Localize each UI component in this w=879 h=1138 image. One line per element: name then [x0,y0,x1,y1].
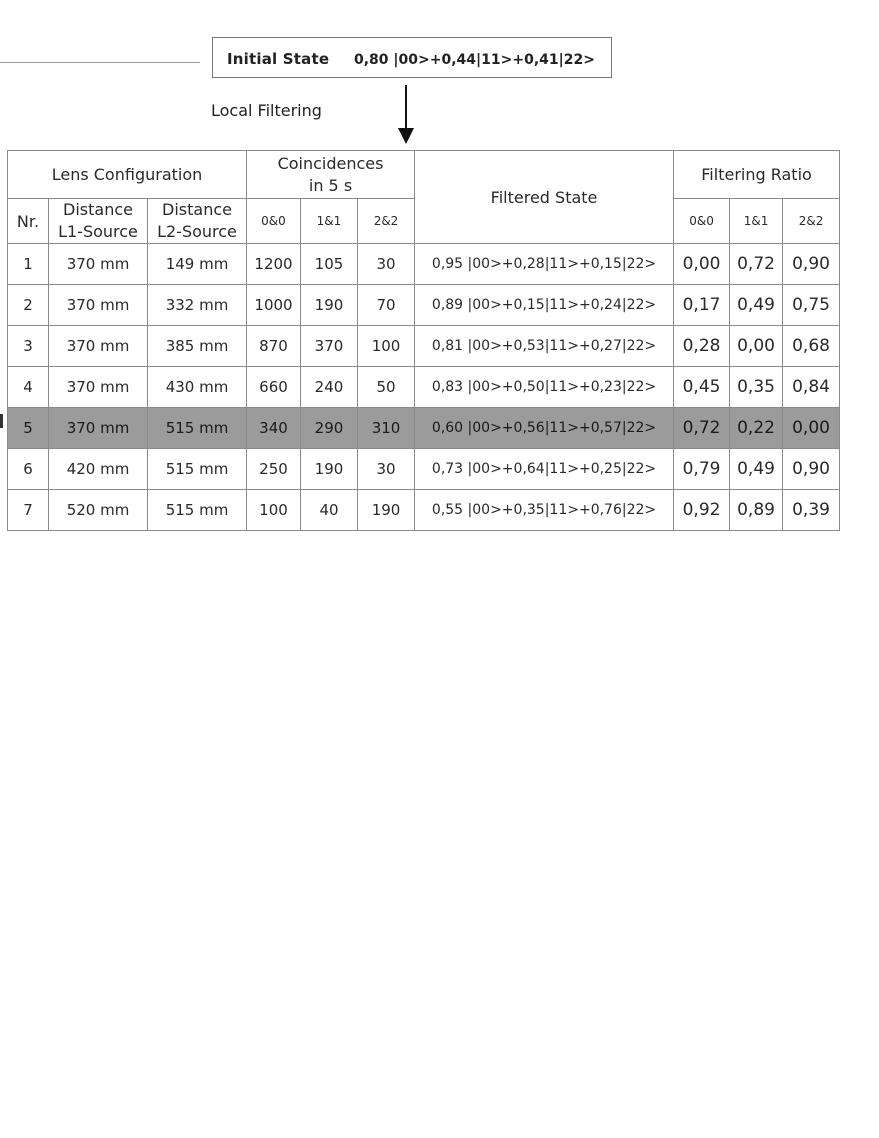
coincidence-22-cell: 30 [358,449,415,490]
coincidence-22-cell: 30 [358,244,415,285]
coincidence-11-cell: 190 [301,449,358,490]
ratio-22-cell: 0,00 [783,408,840,449]
row-number: 6 [8,449,49,490]
coincidence-22-cell: 190 [358,490,415,531]
distance-l1-cell: 370 mm [49,367,148,408]
coincidence-22-cell: 310 [358,408,415,449]
coincidence-22-cell: 50 [358,367,415,408]
distance-l2-cell: 149 mm [148,244,247,285]
coincidence-00-cell: 660 [247,367,301,408]
coincidence-11-cell: 370 [301,326,358,367]
initial-state-box [212,37,612,78]
nr-header: Nr. [8,199,49,244]
distance-l2-cell: 515 mm [148,449,247,490]
row-number: 5 [8,408,49,449]
table-row [8,244,840,285]
down-arrow-icon [405,85,407,131]
distance-l1-header [49,199,148,244]
coincidence-11-cell: 105 [301,244,358,285]
ratio-22-cell: 0,84 [783,367,840,408]
filtering-results-table [7,150,840,531]
ratio-11-cell: 0,72 [730,244,783,285]
coinc-11-header: 1&1 [301,199,358,244]
distance-l1-cell: 370 mm [49,408,148,449]
ratio-00-cell: 0,92 [674,490,730,531]
filtered-state-cell: 0,83 |00>+0,50|11>+0,23|22> [415,367,674,408]
filtered-state-cell: 0,81 |00>+0,53|11>+0,27|22> [415,326,674,367]
row-number: 7 [8,490,49,531]
coincidence-11-cell: 190 [301,285,358,326]
coincidence-11-cell: 40 [301,490,358,531]
filtered-state-cell: 0,89 |00>+0,15|11>+0,24|22> [415,285,674,326]
filtered-state-cell: 0,55 |00>+0,35|11>+0,76|22> [415,490,674,531]
top-rule-line [0,62,200,63]
coinc-00-header: 0&0 [247,199,301,244]
coincidences-header [247,151,415,199]
row-number: 1 [8,244,49,285]
distance-l2-cell: 385 mm [148,326,247,367]
ratio-11-cell: 0,35 [730,367,783,408]
distance-l2-cell: 332 mm [148,285,247,326]
ratio-22-cell: 0,75 [783,285,840,326]
lens-configuration-header: Lens Configuration [8,151,247,199]
coincidence-00-cell: 100 [247,490,301,531]
ratio-00-cell: 0,45 [674,367,730,408]
ratio-00-cell: 0,28 [674,326,730,367]
ratio-11-header: 1&1 [730,199,783,244]
filtered-state-cell: 0,95 |00>+0,28|11>+0,15|22> [415,244,674,285]
distance-l1-cell: 370 mm [49,326,148,367]
coincidence-22-cell: 100 [358,326,415,367]
distance-l1-line1: Distance [63,200,133,219]
coincidence-00-cell: 1000 [247,285,301,326]
distance-l2-line2: L2-Source [157,222,237,241]
table-row [8,490,840,531]
distance-l1-cell: 520 mm [49,490,148,531]
distance-l1-line2: L1-Source [58,222,138,241]
row-number: 2 [8,285,49,326]
coincidences-header-line1: Coincidences [277,153,384,173]
ratio-22-cell: 0,90 [783,449,840,490]
table-row [8,326,840,367]
distance-l1-cell: 420 mm [49,449,148,490]
row-number: 3 [8,326,49,367]
ratio-11-cell: 0,49 [730,285,783,326]
table-row [8,285,840,326]
distance-l2-cell: 430 mm [148,367,247,408]
ratio-11-cell: 0,22 [730,408,783,449]
table-body [8,244,840,531]
ratio-22-cell: 0,68 [783,326,840,367]
coincidence-22-cell: 70 [358,285,415,326]
distance-l2-header [148,199,247,244]
coincidence-11-cell: 290 [301,408,358,449]
filtered-state-header: Filtered State [415,151,674,244]
ratio-11-cell: 0,00 [730,326,783,367]
coincidences-header-line2: in 5 s [308,175,353,195]
ratio-00-cell: 0,00 [674,244,730,285]
coincidence-11-cell: 240 [301,367,358,408]
distance-l1-cell: 370 mm [49,244,148,285]
filtered-state-cell: 0,73 |00>+0,64|11>+0,25|22> [415,449,674,490]
local-filtering-label: Local Filtering [211,101,322,120]
ratio-22-cell: 0,39 [783,490,840,531]
coincidence-00-cell: 340 [247,408,301,449]
ratio-00-cell: 0,17 [674,285,730,326]
arrow-head-icon [398,128,414,144]
coinc-22-header: 2&2 [358,199,415,244]
ratio-11-cell: 0,49 [730,449,783,490]
coincidence-00-cell: 1200 [247,244,301,285]
ratio-00-cell: 0,79 [674,449,730,490]
filtered-state-cell: 0,60 |00>+0,56|11>+0,57|22> [415,408,674,449]
row-marker [0,414,3,428]
initial-state-formula: 0,80 |00>+0,44|11>+0,41|22> [354,52,595,68]
table-row [8,367,840,408]
row-number: 4 [8,367,49,408]
coincidence-00-cell: 250 [247,449,301,490]
ratio-00-cell: 0,72 [674,408,730,449]
coincidence-00-cell: 870 [247,326,301,367]
initial-state-title: Initial State [227,50,330,68]
ratio-22-cell: 0,90 [783,244,840,285]
ratio-00-header: 0&0 [674,199,730,244]
ratio-11-cell: 0,89 [730,490,783,531]
distance-l2-line1: Distance [162,200,232,219]
filtering-ratio-header: Filtering Ratio [674,151,840,199]
table-row [8,408,840,449]
ratio-22-header: 2&2 [783,199,840,244]
distance-l2-cell: 515 mm [148,408,247,449]
table-row [8,449,840,490]
distance-l1-cell: 370 mm [49,285,148,326]
distance-l2-cell: 515 mm [148,490,247,531]
